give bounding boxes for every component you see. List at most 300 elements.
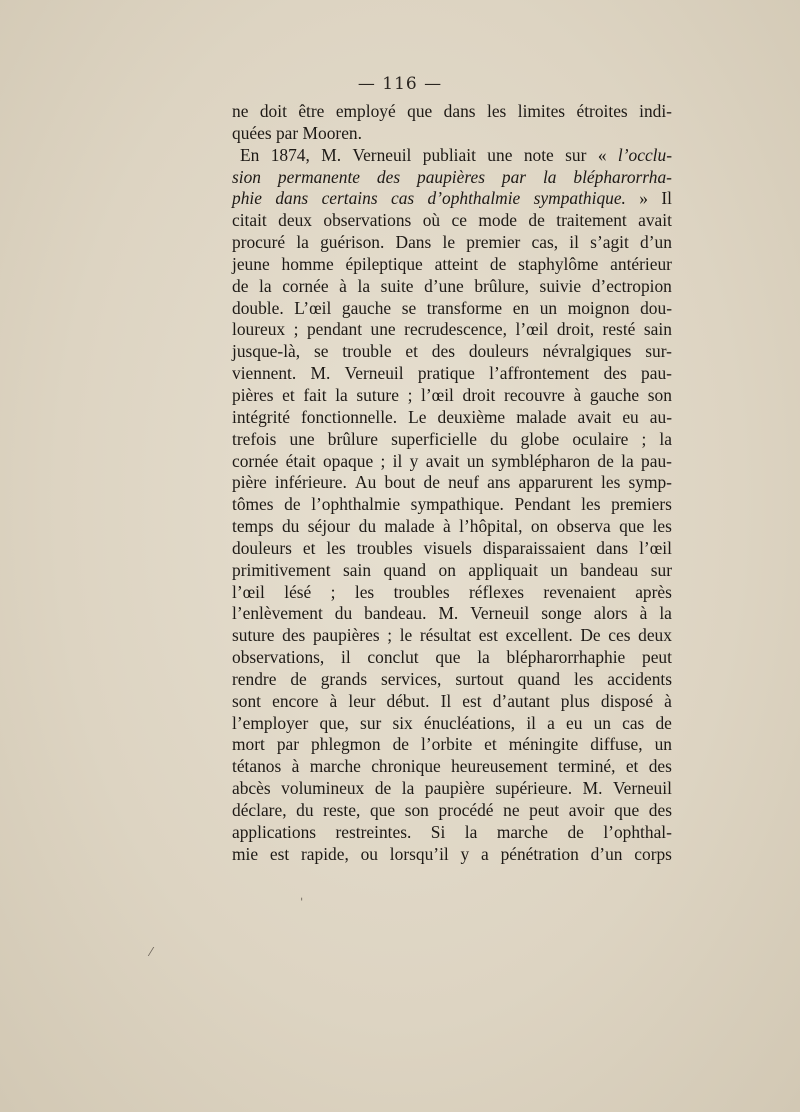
word: appliquait bbox=[468, 559, 538, 580]
word: Verneuil bbox=[613, 778, 672, 799]
word: M. bbox=[321, 144, 342, 165]
word: les bbox=[652, 516, 672, 537]
word: inférieure. bbox=[274, 472, 347, 493]
word: M. bbox=[438, 603, 459, 624]
word: la bbox=[335, 384, 348, 405]
word: à bbox=[291, 756, 300, 777]
word: Pendant bbox=[514, 494, 571, 515]
word: de bbox=[528, 210, 545, 231]
word: à bbox=[443, 516, 451, 537]
word: bandeau. bbox=[364, 603, 427, 624]
word: resté bbox=[602, 319, 636, 340]
word: plus bbox=[560, 690, 590, 711]
word: sympathique. bbox=[533, 188, 626, 209]
word: la bbox=[296, 232, 309, 253]
word: est bbox=[269, 843, 290, 864]
word: paupières bbox=[312, 625, 380, 646]
word: par bbox=[501, 166, 527, 187]
word: symblépharon bbox=[491, 450, 591, 471]
word: procédé bbox=[438, 800, 494, 820]
text-line bbox=[232, 276, 672, 298]
text-line bbox=[232, 756, 672, 778]
word: viennent. bbox=[232, 363, 297, 384]
word: doit bbox=[259, 101, 287, 121]
word: avoir bbox=[568, 800, 605, 820]
word: blépharorrha- bbox=[573, 166, 672, 187]
word: blépharorrhaphie bbox=[506, 647, 626, 668]
word: observations bbox=[323, 210, 412, 231]
word: à bbox=[639, 603, 648, 624]
word: son bbox=[647, 384, 672, 405]
word: de bbox=[567, 821, 584, 842]
word: est bbox=[478, 625, 499, 646]
text-line bbox=[232, 451, 672, 473]
word: fait bbox=[303, 384, 327, 405]
word: observations, bbox=[232, 647, 325, 668]
word: deux bbox=[278, 210, 312, 231]
word: encore bbox=[272, 690, 319, 711]
word: limites bbox=[517, 101, 566, 121]
word: une bbox=[289, 428, 315, 449]
text-line bbox=[232, 800, 672, 822]
word: citait bbox=[232, 210, 267, 231]
word: de bbox=[392, 734, 410, 755]
word: Il bbox=[661, 188, 672, 209]
word: déclare, bbox=[232, 800, 287, 820]
word: gauche bbox=[589, 384, 640, 405]
word: son bbox=[404, 800, 429, 820]
word: une bbox=[487, 144, 513, 165]
word: et bbox=[625, 756, 639, 777]
word: réflexes bbox=[468, 581, 525, 602]
word: eu bbox=[622, 406, 639, 427]
word: quand bbox=[383, 559, 427, 580]
word: des bbox=[282, 625, 306, 646]
word: Verneuil bbox=[344, 363, 404, 384]
word: terminé, bbox=[558, 756, 616, 777]
text-line bbox=[232, 341, 672, 363]
word: l’employer bbox=[232, 712, 309, 733]
word: services, bbox=[381, 668, 442, 689]
text-line bbox=[232, 582, 672, 604]
word: sion bbox=[232, 166, 261, 187]
word: l’œil bbox=[232, 581, 265, 602]
text-line bbox=[232, 472, 672, 494]
word: peut bbox=[642, 647, 672, 668]
word: des bbox=[603, 363, 627, 384]
word: douleurs bbox=[468, 341, 529, 362]
word: les bbox=[574, 668, 594, 689]
word: staphylôme bbox=[518, 253, 599, 274]
word: on bbox=[530, 516, 549, 537]
word: en bbox=[512, 297, 530, 318]
word: lorsqu’il bbox=[389, 843, 449, 864]
stray-mark: ˌ bbox=[300, 888, 304, 902]
word: après bbox=[635, 581, 672, 602]
word: suite bbox=[380, 275, 414, 296]
text-line bbox=[232, 538, 672, 560]
word: l’œil bbox=[421, 384, 454, 405]
word: un bbox=[593, 712, 611, 733]
word: une bbox=[370, 319, 396, 340]
word: jusque-là, bbox=[232, 341, 301, 362]
word: fonctionnelle. bbox=[301, 406, 398, 427]
text-line bbox=[232, 407, 672, 429]
word: et bbox=[484, 734, 497, 755]
word: ce bbox=[451, 210, 467, 231]
word: revenaient bbox=[543, 581, 616, 602]
word: visuels bbox=[423, 537, 472, 558]
word: les bbox=[354, 581, 375, 602]
text-line bbox=[232, 429, 672, 451]
word: a bbox=[481, 843, 489, 864]
word: et bbox=[302, 537, 316, 558]
word: heureusement bbox=[451, 756, 548, 777]
word: à bbox=[573, 384, 582, 405]
text-line bbox=[232, 298, 672, 320]
word: d’ectropion bbox=[591, 275, 672, 296]
word: les bbox=[486, 101, 507, 121]
word: l’orbite bbox=[421, 734, 473, 755]
word: phie bbox=[232, 188, 262, 209]
word: cas bbox=[390, 188, 415, 209]
word: avait bbox=[577, 406, 612, 427]
word: il bbox=[392, 450, 403, 471]
stray-mark-2: ⁄ bbox=[150, 945, 153, 959]
word: cas bbox=[622, 712, 645, 733]
text-line bbox=[232, 188, 672, 210]
word: l’œil bbox=[515, 319, 549, 340]
text-line bbox=[232, 210, 672, 232]
word: premier bbox=[466, 232, 521, 253]
text-line bbox=[232, 363, 672, 385]
word: à bbox=[339, 275, 347, 296]
word: les bbox=[581, 494, 601, 515]
text-line bbox=[232, 669, 672, 691]
word: pau- bbox=[641, 450, 672, 471]
word: opaque bbox=[322, 450, 374, 471]
word: début. bbox=[386, 690, 430, 711]
word: l’œil bbox=[639, 537, 672, 558]
word: paupières bbox=[417, 166, 485, 187]
word: 1874, bbox=[270, 144, 310, 165]
word: marche bbox=[496, 821, 548, 842]
word: d’autant bbox=[492, 690, 550, 711]
word: se bbox=[401, 297, 417, 318]
word: surtout bbox=[455, 668, 504, 689]
word: procuré bbox=[232, 232, 286, 253]
word: paupière bbox=[424, 778, 485, 799]
word: note bbox=[523, 144, 554, 165]
word: au- bbox=[649, 406, 672, 427]
word: que bbox=[369, 800, 396, 820]
word: mort bbox=[232, 734, 265, 755]
word: temps bbox=[232, 516, 274, 537]
word: restreintes. bbox=[335, 821, 412, 842]
word: loureux bbox=[232, 319, 286, 340]
word: tômes bbox=[232, 494, 274, 515]
word: troubles bbox=[356, 537, 413, 558]
word: phlegmon bbox=[311, 734, 381, 755]
word: superficielle bbox=[391, 428, 478, 449]
word: de bbox=[597, 450, 614, 471]
word: l’enlèvement bbox=[232, 603, 323, 624]
word: ne bbox=[503, 800, 520, 820]
word: le bbox=[442, 232, 456, 253]
word: moignon bbox=[567, 297, 630, 318]
word: songe bbox=[541, 603, 582, 624]
word: primitivement bbox=[232, 559, 331, 580]
text-line bbox=[232, 516, 672, 538]
word: diffuse, bbox=[590, 734, 643, 755]
word: énucléations, bbox=[423, 712, 516, 733]
text-line bbox=[232, 822, 672, 844]
word: dans bbox=[596, 537, 629, 558]
word: la bbox=[401, 778, 415, 799]
word: malade bbox=[384, 516, 435, 537]
word: dans bbox=[443, 101, 476, 121]
word: sur bbox=[565, 144, 587, 165]
word: la bbox=[259, 275, 272, 296]
word: sur- bbox=[645, 341, 672, 362]
word: que bbox=[619, 516, 645, 537]
word: l’ophthal- bbox=[603, 821, 672, 842]
word: la bbox=[477, 647, 490, 668]
word: il bbox=[569, 232, 579, 253]
text-line bbox=[232, 319, 672, 341]
word: des bbox=[648, 756, 672, 777]
word: alors bbox=[593, 603, 628, 624]
text-line bbox=[232, 778, 672, 800]
word: deuxième bbox=[437, 406, 506, 427]
word: abcès bbox=[232, 778, 271, 799]
word: de bbox=[374, 778, 392, 799]
word: apparurent bbox=[518, 472, 593, 493]
word: de bbox=[423, 472, 440, 493]
word: recouvre bbox=[504, 384, 565, 405]
text-line bbox=[232, 625, 672, 647]
word: il bbox=[526, 712, 536, 733]
word: rapide, bbox=[301, 843, 349, 864]
word: symp- bbox=[628, 472, 672, 493]
word: certains bbox=[321, 188, 378, 209]
word: que bbox=[407, 101, 433, 121]
word: d’un bbox=[590, 843, 623, 864]
word: est bbox=[462, 690, 482, 711]
word: ; bbox=[293, 319, 299, 340]
text-line bbox=[232, 734, 672, 756]
word: permanente bbox=[277, 166, 361, 187]
word: la bbox=[542, 166, 557, 187]
word: intégrité bbox=[232, 406, 290, 427]
word: d’une bbox=[424, 275, 464, 296]
word: dou- bbox=[640, 297, 672, 318]
word: neuf bbox=[448, 472, 479, 493]
word: les bbox=[601, 472, 621, 493]
word: » bbox=[639, 188, 648, 209]
word: double. bbox=[232, 297, 284, 318]
word: l’affrontement bbox=[489, 363, 590, 384]
word: droit bbox=[462, 384, 496, 405]
word: jeune bbox=[232, 253, 270, 274]
word: de bbox=[489, 253, 507, 274]
word: ; bbox=[387, 625, 393, 646]
word: où bbox=[422, 210, 441, 231]
word: Au bbox=[355, 472, 377, 493]
word: reste, bbox=[323, 800, 361, 820]
text-line bbox=[232, 844, 672, 866]
word: sain bbox=[643, 319, 672, 340]
word: Verneuil bbox=[352, 144, 412, 165]
word: séjour bbox=[307, 516, 351, 537]
word: trefois bbox=[232, 428, 277, 449]
word: corps bbox=[634, 843, 672, 864]
word: un bbox=[654, 734, 672, 755]
word: six bbox=[392, 712, 413, 733]
word: quand bbox=[517, 668, 561, 689]
word: ou bbox=[360, 843, 378, 864]
text-line bbox=[232, 603, 672, 625]
word: lésé bbox=[284, 581, 312, 602]
word: M. bbox=[310, 363, 331, 384]
word: on bbox=[438, 559, 456, 580]
word: L’œil bbox=[294, 297, 332, 318]
word: droit, bbox=[556, 319, 595, 340]
word: sympathique. bbox=[410, 494, 504, 515]
word: brûlure, bbox=[474, 275, 529, 296]
word: globe bbox=[520, 428, 560, 449]
text-line bbox=[232, 560, 672, 582]
word: pénétration bbox=[500, 843, 579, 864]
word: par bbox=[275, 122, 299, 143]
word: excellent. bbox=[505, 625, 573, 646]
word: mie bbox=[232, 843, 259, 864]
word: peut bbox=[529, 800, 560, 820]
word: pière bbox=[232, 472, 267, 493]
word: M. bbox=[582, 778, 603, 799]
word: névralgiques bbox=[542, 341, 632, 362]
word: un bbox=[550, 559, 568, 580]
word: de bbox=[655, 712, 672, 733]
word: accidents bbox=[607, 668, 672, 689]
word: publiait bbox=[422, 144, 476, 165]
word: était bbox=[285, 450, 316, 471]
text-line bbox=[232, 494, 672, 516]
word: à bbox=[664, 690, 672, 711]
word: cornée bbox=[232, 450, 279, 471]
word: deux bbox=[638, 625, 672, 646]
text-line bbox=[232, 145, 672, 167]
word: suture bbox=[232, 625, 275, 646]
word: pières bbox=[232, 384, 274, 405]
word: observa bbox=[556, 516, 611, 537]
word: Mooren. bbox=[302, 122, 362, 143]
word: l’occlu- bbox=[617, 144, 672, 165]
text-line bbox=[232, 691, 672, 713]
word: du bbox=[296, 800, 314, 820]
word: du bbox=[334, 603, 353, 624]
word: rendre bbox=[232, 668, 277, 689]
word: bout bbox=[384, 472, 416, 493]
word: d’ophthalmie bbox=[427, 188, 521, 209]
word: de bbox=[290, 668, 307, 689]
word: gauche bbox=[341, 297, 392, 318]
word: Dans bbox=[395, 232, 432, 253]
word: transforme bbox=[426, 297, 503, 318]
word: homme bbox=[281, 253, 334, 274]
word: tétanos bbox=[232, 756, 282, 777]
word: que bbox=[435, 647, 461, 668]
word: la bbox=[464, 821, 478, 842]
word: épileptique bbox=[345, 253, 423, 274]
word: troubles bbox=[393, 581, 450, 602]
text-line bbox=[232, 232, 672, 254]
word: que, bbox=[319, 712, 349, 733]
word: résultat bbox=[419, 625, 472, 646]
word: atteint bbox=[434, 253, 479, 274]
word: cornée bbox=[282, 275, 329, 296]
word: la bbox=[357, 275, 371, 296]
word: des bbox=[648, 800, 672, 820]
word: s’agit bbox=[590, 232, 629, 253]
word: pau- bbox=[641, 363, 672, 384]
word: par bbox=[276, 734, 300, 755]
text-line bbox=[232, 254, 672, 276]
word: que bbox=[614, 800, 640, 820]
word: disposé bbox=[600, 690, 654, 711]
word: du bbox=[490, 428, 508, 449]
word: recrudescence, bbox=[404, 319, 507, 340]
page-number: — 116 — bbox=[357, 74, 443, 94]
word: supérieure. bbox=[495, 778, 573, 799]
word: un bbox=[466, 450, 485, 471]
word: méningite bbox=[508, 734, 579, 755]
word: pratique bbox=[417, 363, 475, 384]
word: y bbox=[409, 450, 419, 471]
word: du bbox=[281, 516, 300, 537]
word: eu bbox=[566, 712, 583, 733]
word: le bbox=[399, 625, 413, 646]
body-text bbox=[232, 101, 672, 866]
word: sur bbox=[360, 712, 382, 733]
word: suture bbox=[356, 384, 399, 405]
word: avait bbox=[425, 450, 460, 471]
word: grands bbox=[320, 668, 368, 689]
text-line bbox=[232, 713, 672, 735]
word: traitement bbox=[556, 210, 627, 231]
word: mode bbox=[478, 210, 517, 231]
text-line bbox=[232, 123, 672, 145]
word: à bbox=[329, 690, 338, 711]
word: sur bbox=[650, 559, 672, 580]
word: ; bbox=[330, 581, 336, 602]
word: employé bbox=[335, 101, 396, 121]
word: conclut bbox=[367, 647, 419, 668]
word: et bbox=[282, 384, 295, 405]
word: bandeau bbox=[580, 559, 639, 580]
word: un bbox=[539, 297, 558, 318]
word: suivie bbox=[539, 275, 582, 296]
word: y bbox=[460, 843, 470, 864]
word: dans bbox=[275, 188, 309, 209]
word: étroites bbox=[576, 101, 628, 121]
word: ne bbox=[232, 101, 249, 121]
word: la bbox=[659, 603, 672, 624]
word: pendant bbox=[306, 319, 363, 340]
word: sain bbox=[343, 559, 372, 580]
word: ces bbox=[608, 625, 631, 646]
word: En bbox=[240, 144, 260, 165]
